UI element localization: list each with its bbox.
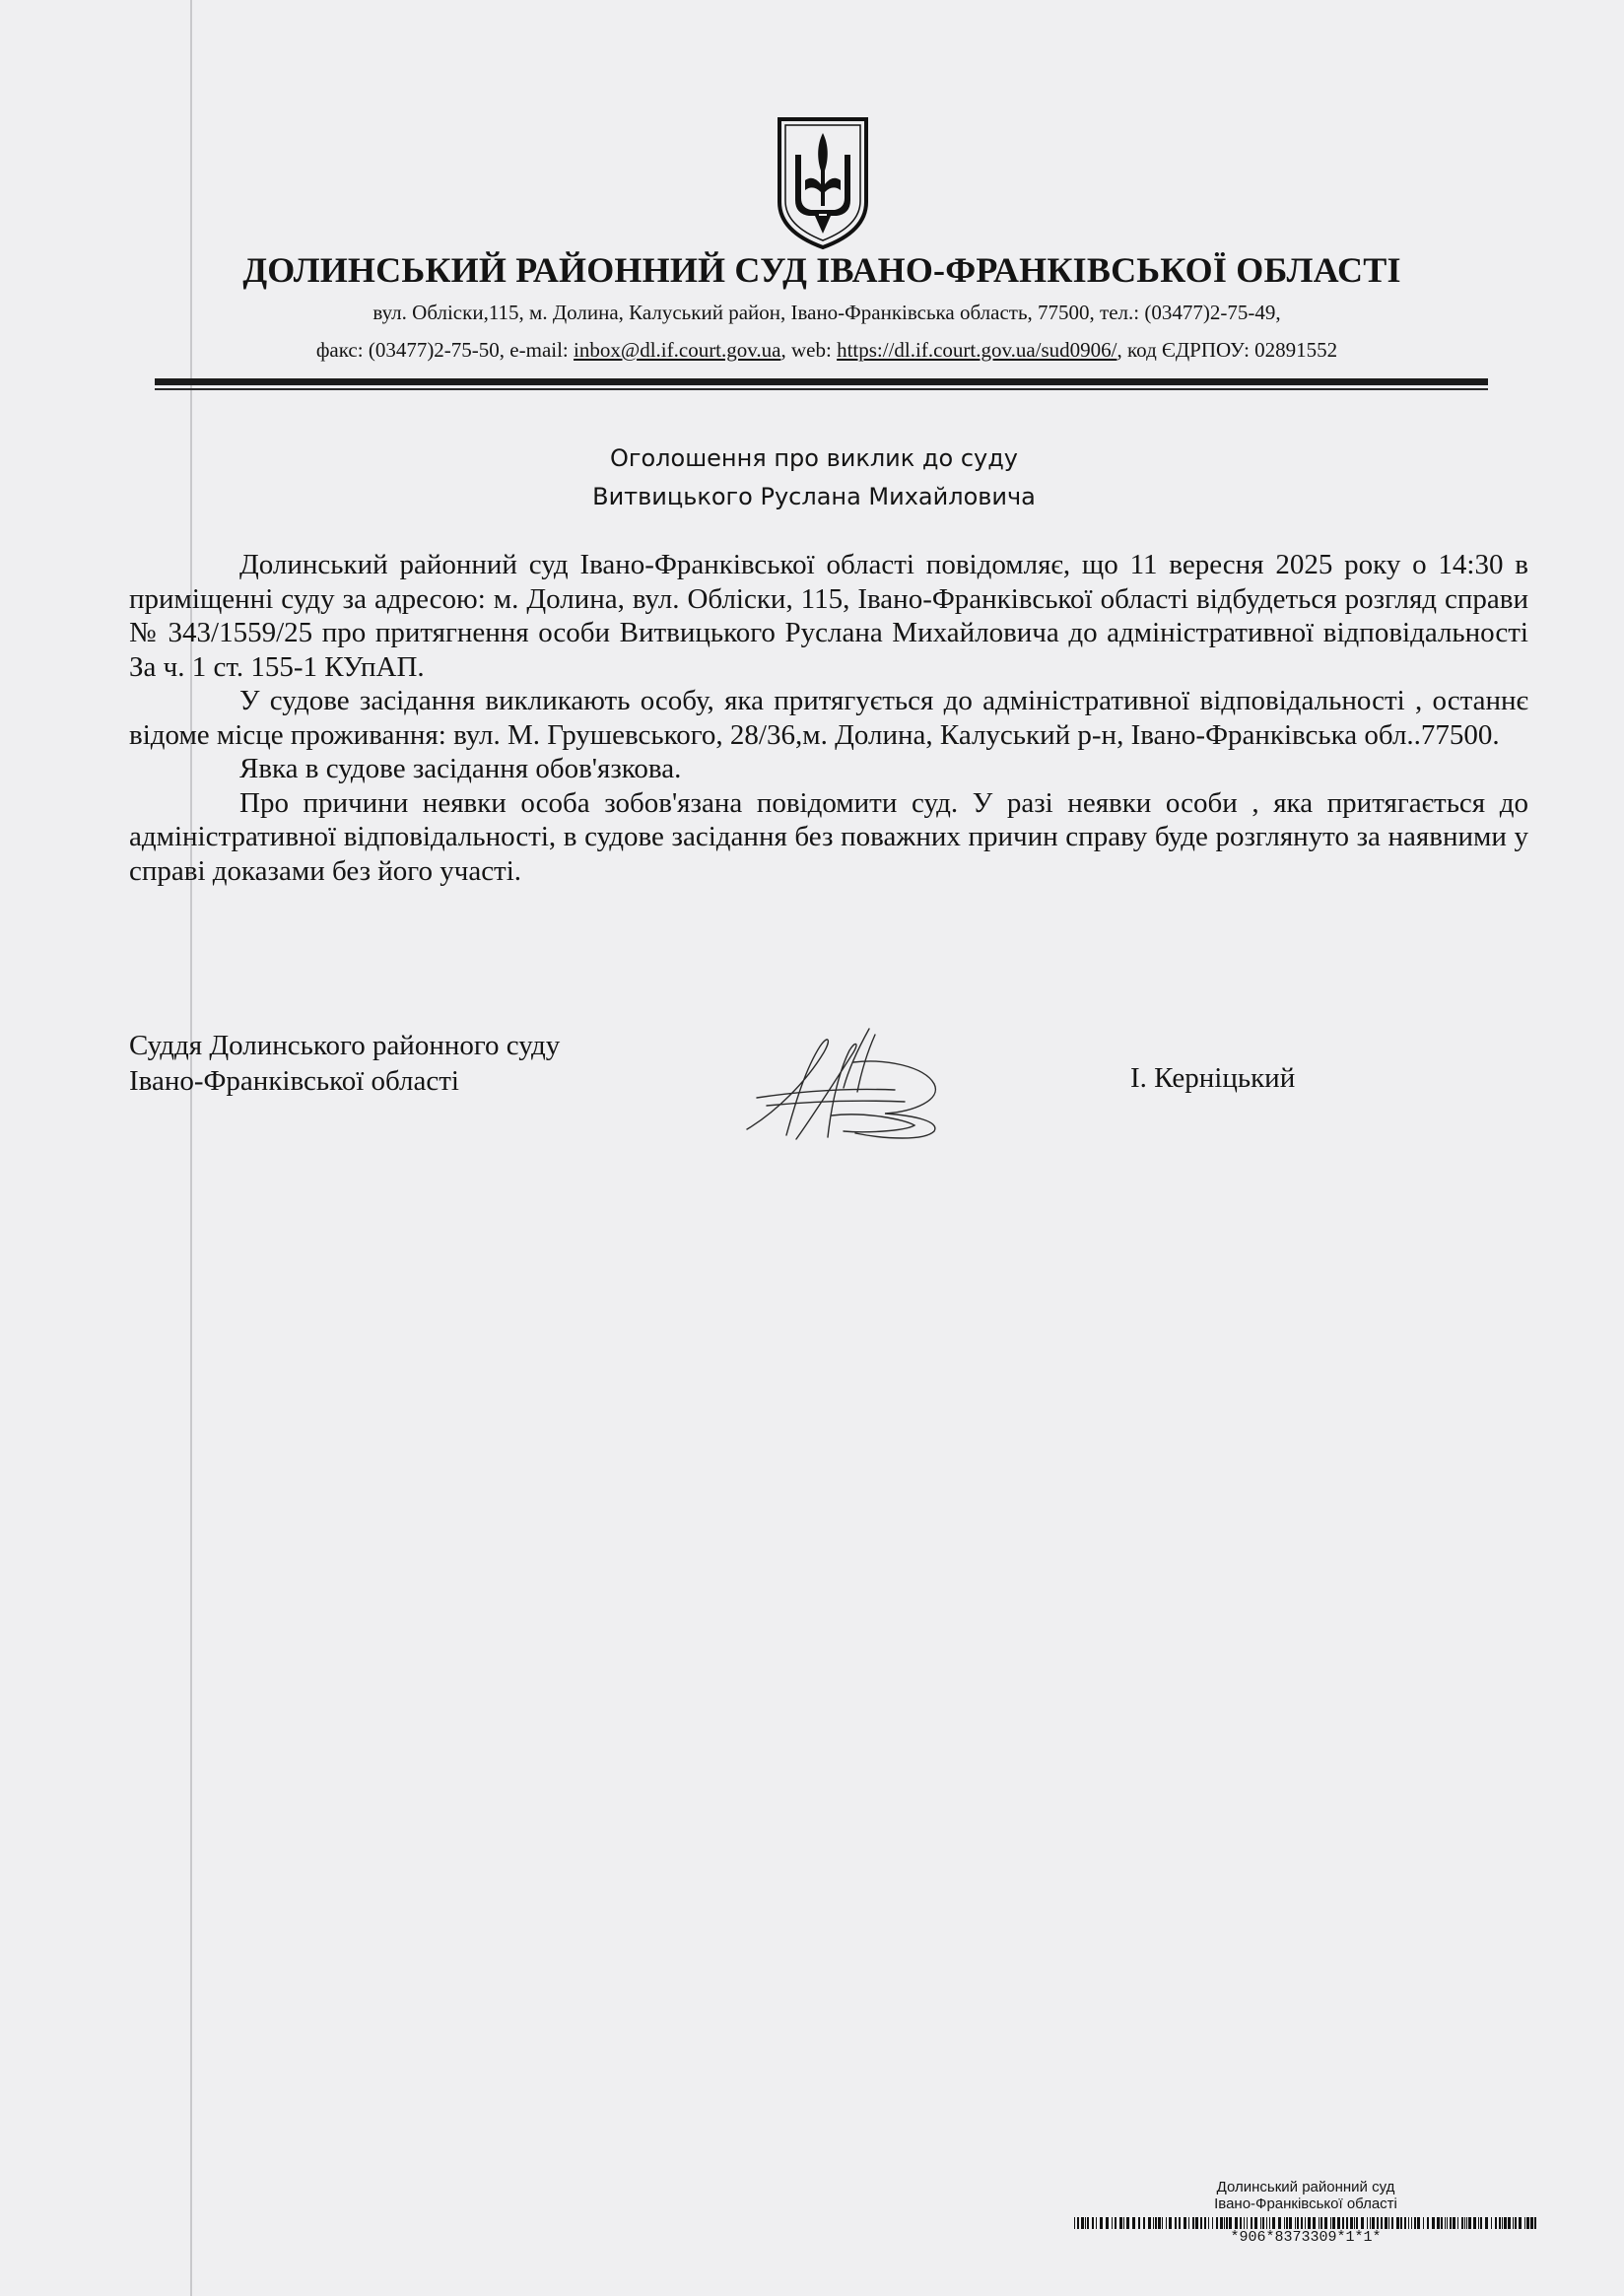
barcode-bar — [1473, 2217, 1476, 2229]
barcode-bar — [1441, 2217, 1443, 2229]
barcode-bar — [1087, 2217, 1089, 2229]
barcode-bar — [1502, 2217, 1503, 2229]
barcode-bar — [1247, 2217, 1248, 2229]
barcode-bar — [1266, 2217, 1267, 2229]
fax-label: факс: (03477)2-75-50, e-mail: — [315, 338, 575, 362]
barcode-bar — [1491, 2217, 1492, 2229]
barcode-bar — [1240, 2217, 1242, 2229]
barcode-bar — [1158, 2217, 1161, 2229]
barcode-bar — [1192, 2217, 1194, 2229]
barcode-bar — [1504, 2217, 1507, 2229]
barcode-bar — [1445, 2217, 1446, 2229]
barcode-bar — [1308, 2217, 1311, 2229]
barcode-bar — [1408, 2217, 1409, 2229]
barcode-bar — [1188, 2217, 1189, 2229]
barcode-bar — [1508, 2217, 1511, 2229]
trident-coat-of-arms-icon — [776, 115, 870, 251]
body-paragraph: У судове засідання викликають особу, яка притягується до адміністративної відповідальності , останнє відоме місце проживання: вул. М. Грушевського, 28/36,м. Долина, Калуський р-н, Івано-Франківська обл..77500. — [129, 685, 1528, 751]
barcode-bar — [1461, 2217, 1463, 2229]
barcode-bar — [1269, 2217, 1270, 2229]
barcode-bar — [1320, 2217, 1322, 2229]
web-label: , web: — [780, 338, 838, 362]
barcode-bar — [1200, 2217, 1202, 2229]
body-paragraph: Явка в судове засідання обов'язкова. — [239, 753, 682, 784]
barcode-bar — [1478, 2217, 1479, 2229]
barcode-bar — [1319, 2217, 1320, 2229]
barcode-bar — [1175, 2217, 1177, 2229]
barcode-bar — [1513, 2217, 1514, 2229]
barcode-bar — [1208, 2217, 1209, 2229]
barcode-bar — [1499, 2217, 1501, 2229]
website-link[interactable]: https://dl.if.court.gov.ua/sud0906/ — [837, 338, 1117, 362]
barcode-bar — [1138, 2217, 1140, 2229]
barcode-bar — [1495, 2217, 1497, 2229]
barcode-bar — [1480, 2217, 1482, 2229]
body-paragraph: Долинський районний суд Івано-Франківської області повідомляє, що 11 вересня 2025 року о 14:30 в приміщенні суду за адресою: м. Долина, вул. Обліски, 115, Івано-Франківської області відбудеться розгляд справи № 343/1559/25 про притягнення особи Витвицького Руслана Михайловича до адміністративної відповідальності За ч. 1 ст. 155-1 КУпАП. — [129, 549, 1528, 683]
barcode-bar — [1447, 2217, 1448, 2229]
barcode-bar — [1295, 2217, 1296, 2229]
judge-name: І. Керніцький — [1130, 1062, 1296, 1094]
barcode-bar — [1324, 2217, 1327, 2229]
barcode-bar — [1074, 2217, 1075, 2229]
barcode-bar — [1092, 2217, 1094, 2229]
barcode-bar — [1169, 2217, 1172, 2229]
barcode-bar — [1330, 2217, 1331, 2229]
email-link[interactable]: inbox@dl.if.court.gov.ua — [574, 338, 781, 362]
barcode-bar — [1400, 2217, 1402, 2229]
barcode-bar — [1278, 2217, 1281, 2229]
barcode-bar — [1468, 2217, 1471, 2229]
barcode-bar — [1370, 2217, 1371, 2229]
barcode — [1074, 2217, 1537, 2229]
barcode-bar — [1453, 2217, 1455, 2229]
barcode-bar — [1216, 2217, 1218, 2229]
judge-position-line-2: Івано-Франківської області — [129, 1065, 459, 1097]
barcode-bar — [1251, 2217, 1252, 2229]
barcode-bar — [1457, 2217, 1458, 2229]
barcode-bar — [1081, 2217, 1084, 2229]
barcode-bar — [1126, 2217, 1129, 2229]
barcode-bar — [1377, 2217, 1379, 2229]
document-title — [0, 439, 1624, 516]
court-contacts — [0, 338, 1624, 363]
barcode-bar — [1337, 2217, 1340, 2229]
barcode-bar — [1254, 2217, 1257, 2229]
barcode-bar — [1411, 2217, 1412, 2229]
title-line-2: Витвицького Руслана Михайловича — [592, 483, 1036, 510]
barcode-bar — [1148, 2217, 1151, 2229]
barcode-text: *906*8373309*1*1* — [1230, 2229, 1382, 2246]
barcode-bar — [1077, 2217, 1079, 2229]
barcode-bar — [1162, 2217, 1163, 2229]
barcode-bar — [1524, 2217, 1525, 2229]
barcode-bar — [1526, 2217, 1529, 2229]
body-paragraph: Про причини неявки особа зобов'язана повідомити суд. У разі неявки особи , яка притягається до адміністративної відповідальності, в судове засідання без поважних причин справу буде розглянуто за наявними у справі доказами без його участі. — [129, 786, 1528, 887]
registry-stamp — [1074, 2179, 1537, 2212]
barcode-bar — [1332, 2217, 1335, 2229]
judge-position — [129, 1028, 560, 1099]
court-address: вул. Обліски,115, м. Долина, Калуський район, Івано-Франківська область, 77500, тел.: (03477)2-75-49, — [372, 301, 1281, 324]
document-body — [129, 548, 1528, 888]
barcode-bar — [1385, 2217, 1387, 2229]
barcode-bar — [1423, 2217, 1424, 2229]
barcode-bar — [1515, 2217, 1517, 2229]
barcode-bar — [1235, 2217, 1238, 2229]
barcode-bar — [1179, 2217, 1181, 2229]
stamp-line-2: Івано-Франківської області — [1214, 2195, 1397, 2212]
barcode-bar — [1432, 2217, 1435, 2229]
barcode-bar — [1404, 2217, 1406, 2229]
barcode-bar — [1085, 2217, 1086, 2229]
barcode-bar — [1417, 2217, 1420, 2229]
barcode-bar — [1297, 2217, 1299, 2229]
judge-position-line-1: Суддя Долинського районного суду — [129, 1030, 561, 1061]
barcode-bar — [1367, 2217, 1368, 2229]
header-divider-thin — [155, 388, 1488, 390]
barcode-bar — [1356, 2217, 1358, 2229]
barcode-bar — [1166, 2217, 1167, 2229]
barcode-bar — [1132, 2217, 1135, 2229]
edrpou-code: , код ЄДРПОУ: 02891552 — [1116, 338, 1338, 362]
header-divider — [155, 378, 1488, 385]
barcode-bar — [1437, 2217, 1440, 2229]
barcode-bar — [1272, 2217, 1275, 2229]
barcode-bar — [1119, 2217, 1122, 2229]
barcode-bar — [1414, 2217, 1416, 2229]
barcode-bar — [1096, 2217, 1097, 2229]
barcode-bar — [1220, 2217, 1223, 2229]
barcode-bar — [1123, 2217, 1124, 2229]
barcode-bar — [1301, 2217, 1303, 2229]
barcode-bar — [1354, 2217, 1355, 2229]
barcode-bar — [1530, 2217, 1533, 2229]
barcode-bar — [1305, 2217, 1306, 2229]
barcode-bar — [1485, 2217, 1488, 2229]
barcode-bar — [1212, 2217, 1213, 2229]
barcode-bar — [1286, 2217, 1288, 2229]
barcode-bar — [1381, 2217, 1383, 2229]
barcode-bar — [1464, 2217, 1465, 2229]
barcode-bar — [1534, 2217, 1536, 2229]
barcode-bar — [1289, 2217, 1292, 2229]
barcode-bar — [1204, 2217, 1206, 2229]
barcode-bar — [1115, 2217, 1116, 2229]
barcode-bar — [1284, 2217, 1285, 2229]
barcode-bar — [1153, 2217, 1154, 2229]
barcode-bar — [1427, 2217, 1429, 2229]
barcode-bar — [1313, 2217, 1316, 2229]
barcode-bar — [1450, 2217, 1452, 2229]
barcode-bar — [1106, 2217, 1109, 2229]
barcode-bar — [1391, 2217, 1393, 2229]
barcode-bar — [1350, 2217, 1353, 2229]
barcode-bar — [1396, 2217, 1399, 2229]
barcode-bar — [1224, 2217, 1225, 2229]
stamp-line-1: Долинський районний суд — [1216, 2179, 1395, 2195]
barcode-bar — [1342, 2217, 1344, 2229]
barcode-bar — [1244, 2217, 1245, 2229]
title-line-1: Оголошення про виклик до суду — [609, 444, 1019, 472]
barcode-bar — [1155, 2217, 1157, 2229]
barcode-bar — [1100, 2217, 1103, 2229]
barcode-bar — [1184, 2217, 1186, 2229]
barcode-bar — [1519, 2217, 1522, 2229]
barcode-bar — [1262, 2217, 1264, 2229]
barcode-bar — [1195, 2217, 1198, 2229]
barcode-bar — [1388, 2217, 1389, 2229]
barcode-bar — [1260, 2217, 1261, 2229]
barcode-bar — [1346, 2217, 1348, 2229]
barcode-bar — [1229, 2217, 1232, 2229]
court-name: ДОЛИНСЬКИЙ РАЙОННИЙ СУД ІВАНО-ФРАНКІВСЬКОЇ ОБЛАСТІ — [242, 250, 1401, 290]
barcode-bar — [1143, 2217, 1145, 2229]
barcode-bar — [1226, 2217, 1228, 2229]
barcode-bar — [1372, 2217, 1375, 2229]
barcode-bar — [1112, 2217, 1113, 2229]
barcode-bar — [1466, 2217, 1467, 2229]
handwritten-signature — [737, 1023, 964, 1149]
barcode-bar — [1361, 2217, 1364, 2229]
